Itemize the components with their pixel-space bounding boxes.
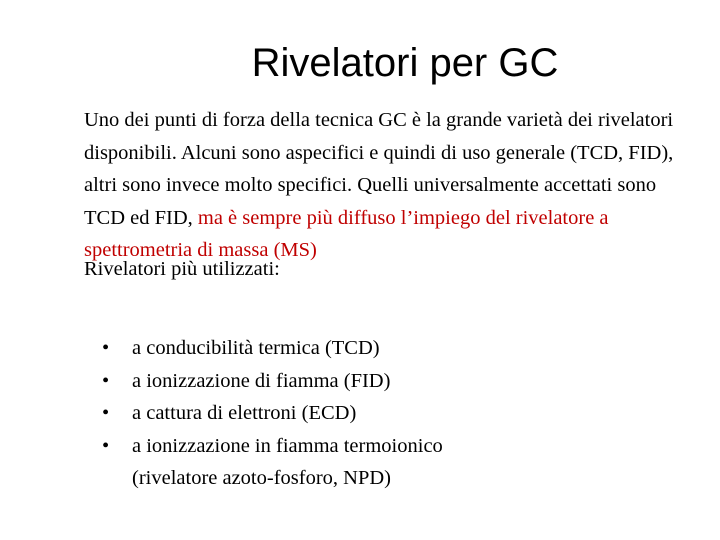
list-item-text: a conducibilità termica (TCD) <box>132 337 380 359</box>
detectors-subheading: Rivelatori più utilizzati: <box>84 258 280 280</box>
list-item <box>102 430 662 495</box>
detector-list <box>102 332 662 495</box>
bullet-icon: • <box>102 369 110 392</box>
slide-title: Rivelatori per GC <box>251 41 559 85</box>
list-item <box>102 397 662 430</box>
bullet-icon: • <box>102 402 110 424</box>
list-item-text: a ionizzazione di fiamma (FID) <box>132 369 391 392</box>
intro-paragraph <box>84 104 694 267</box>
bullet-icon: • <box>102 337 110 359</box>
bullet-icon: • <box>102 434 110 457</box>
list-item-text: a cattura di elettroni (ECD) <box>132 402 357 424</box>
intro-highlight-text: ma è sempre più diffuso l’impiego del rivelatore a spettrometria di massa (MS) <box>84 206 609 261</box>
list-item <box>102 365 662 398</box>
list-item <box>102 332 662 365</box>
list-item-text: a ionizzazione in fiamma termoionico <box>132 434 443 457</box>
list-item-continuation: (rivelatore azoto-fosforo, NPD) <box>132 467 392 489</box>
intro-text: Uno dei punti di forza della tecnica GC è la grande varietà dei rivelatori disponibili. Alcuni sono aspecifici e quindi di uso generale (TCD, FID), altri sono invece molto specifici. Quelli universalmente accettati sono TCD ed FID, <box>84 109 674 229</box>
